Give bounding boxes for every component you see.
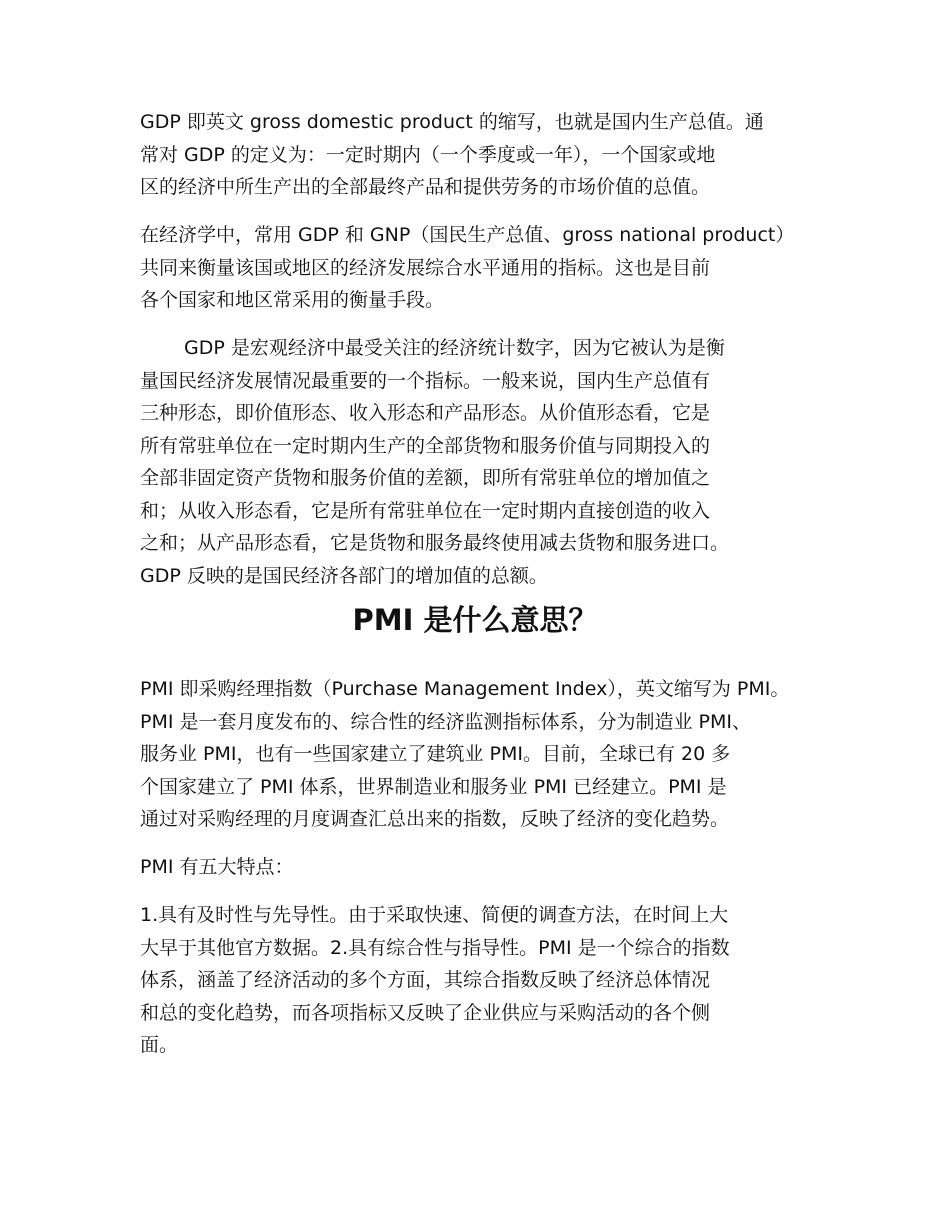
- text-line: 和；从收入形态看，它是所有常驻单位在一定时期内直接创造的收入: [140, 499, 711, 522]
- paragraph-gdp-definition: [140, 106, 840, 204]
- text-line: 个国家建立了 PMI 体系，世界制造业和服务业 PMI 已经建立。PMI 是: [140, 775, 727, 798]
- text-line: 全部非固定资产货物和服务价值的差额，即所有常驻单位的增加值之: [140, 467, 711, 489]
- text-line: 1.具有及时性与先导性。由于采取快速、简便的调查方法，在时间上大: [140, 904, 729, 926]
- text-line: 各个国家和地区常采用的衡量手段。: [140, 289, 445, 311]
- text-line: 三种形态，即价值形态、收入形态和产品形态。从价值形态看，它是: [140, 402, 711, 424]
- text-line: 服务业 PMI，也有一些国家建立了建筑业 PMI。目前，全球已有 20 多: [140, 743, 731, 765]
- text-line: 通过对采购经理的月度调查汇总出来的指数，反映了经济的变化趋势。: [140, 808, 730, 830]
- text-line: 在经济学中，常用 GDP 和 GNP（国民生产总值、gross national product）: [140, 224, 795, 246]
- text-line: GDP 反映的是国民经济各部门的增加值的总额。: [140, 564, 548, 587]
- text-line: 体系，涵盖了经济活动的多个方面，其综合指数反映了经济总体情况: [140, 969, 711, 991]
- text-line: 大早于其他官方数据。2.具有综合性与指导性。PMI 是一个综合的指数: [140, 936, 730, 959]
- text-line: 面。: [140, 1034, 179, 1056]
- text-line: 常对 GDP 的定义为：一定时期内（一个季度或一年），一个国家或地: [140, 143, 716, 166]
- text-line: 和总的变化趋势，而各项指标又反映了企业供应与采购活动的各个侧: [140, 1001, 711, 1024]
- text-line: GDP 是宏观经济中最受关注的经济统计数字，因为它被认为是衡: [184, 337, 725, 359]
- paragraph-pmi-features: [140, 899, 840, 1062]
- text-line: PMI 即采购经理指数（Purchase Management Index），英文缩写为 PMI。: [140, 678, 790, 700]
- text-line: 共同来衡量该国或地区的经济发展综合水平通用的指标。这也是目前: [140, 256, 711, 279]
- paragraph-gdp-gnp: [140, 219, 840, 317]
- paragraph-gdp-forms: [140, 332, 840, 592]
- text-line: 量国民经济发展情况最重要的一个指标。一般来说，国内生产总值有: [140, 369, 711, 392]
- text-line: 所有常驻单位在一定时期内生产的全部货物和服务价值与同期投入的: [140, 434, 711, 457]
- text-line: PMI 有五大特点：: [140, 856, 294, 878]
- paragraph-pmi-definition: [140, 673, 840, 836]
- text-line: 区的经济中所生产出的全部最终产品和提供劳务的市场价值的总值。: [140, 176, 711, 198]
- text-line: PMI 是一套月度发布的、综合性的经济监测指标体系，分为制造业 PMI、: [140, 710, 751, 733]
- section-heading-pmi: PMI 是什么意思？: [352, 603, 598, 637]
- text-line: GDP 即英文 gross domestic product 的缩写，也就是国内生产总值。通: [140, 111, 764, 133]
- paragraph-pmi-features-intro: [140, 851, 840, 884]
- text-line: 之和；从产品形态看，它是货物和服务最终使用减去货物和服务进口。: [140, 532, 730, 554]
